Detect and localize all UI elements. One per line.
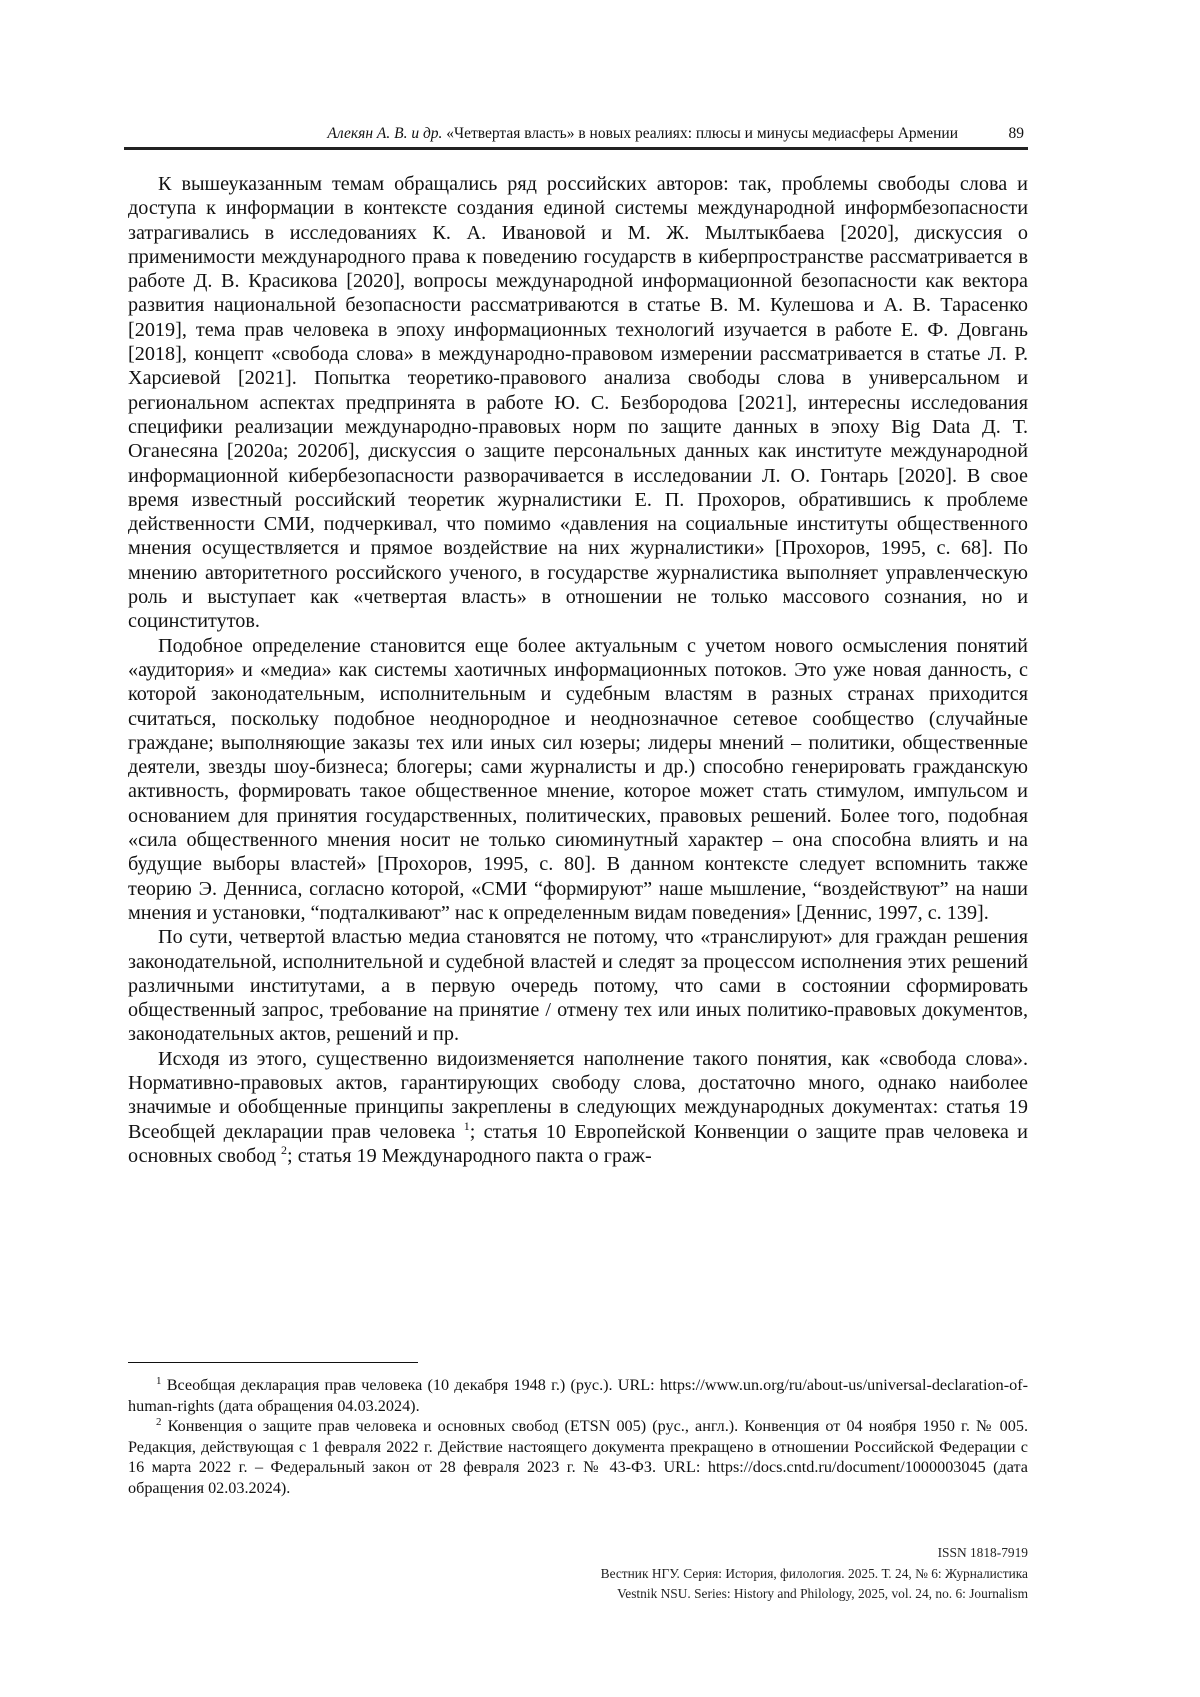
footnote-text: Конвенция о защите прав человека и основных свобод (ETSN 005) (рус., англ.). Конвенция от 04 ноября 1950 г. № 005. Редакция, действующая с 1 февраля 2022 г. Действие настоящего документа прекращено в отно­шении Российской Федерации с 16 марта 2022 г. – Федеральный закон от 28 февраля 2023 г. № 43-ФЗ. URL: https://docs.cntd.ru/document/1000003045 (дата обращения 02.03.2024).: [128, 1417, 1028, 1497]
paragraph-text: Исходя из этого, существенно видоизменяется наполнение такого понятия, как «свобода слова». Нормативно-правовых актов, гарантирующих свободу слова, достаточно много, од­нако наиболее значимые и обобщенные принципы закреплены в следующих международных документах: статья 19 Всеобщей декларации прав человека: [128, 1048, 1028, 1143]
issn: ISSN 1818-7919: [328, 1543, 1028, 1564]
footnote-1: [128, 1375, 1028, 1416]
footnotes: [128, 1375, 1028, 1499]
header-rule: [124, 147, 1028, 150]
body-paragraph: По сути, четвертой властью медиа становятся не потому, что «транслируют» для граждан решения законодательной, исполнительной и судебной властей и следят за процессом испол­нения этих решений различными институтами, а в первую очередь потому, что сами в со­стоянии сформировать общественный запрос, требование на принятие / отмену тех или иных политико-правовых документов, законодательных актов, решений и пр.: [128, 925, 1028, 1046]
journal-citation-ru: Вестник НГУ. Серия: История, филология. 2025. Т. 24, № 6: Журналистика: [328, 1564, 1028, 1585]
running-head-title: [218, 122, 958, 146]
body-paragraph: К вышеуказанным темам обращались ряд российских авторов: так, проблемы свободы слова и доступа к информации в контексте создания единой системы международной ин­формбезопасности затрагивались в исследованиях К. А. Ивановой и М. Ж. Мылтыкбаева [2020], дискуссия о применимости международного права к поведению государств в кибер­пространстве рассматривается в работе Д. В. Красикова [2020], вопросы международной информационной безопасности как вектора развития национальной безопасности рассматри­ваются в статье В. М. Кулешова и А. В. Тарасенко [2019], тема прав человека в эпоху ин­формационных технологий изучается в работе Е. Ф. Довгань [2018], концепт «свобода слова» в международно-правовом измерении рассматривается в статье Л. Р. Харсиевой [2021]. По­пытка теоретико-правового анализа свободы слова в универсальном и региональном аспек­тах предпринята в работе Ю. С. Безбородова [2021], интересны исследования специфики реализации международно-правовых норм по защите данных в эпоху Big Data Д. Т. Оганеся­на [2020а; 2020б], дискуссия о защите персональных данных как институте международной информационной кибербезопасности разворачивается в исследовании Л. О. Гонтарь [2020]. В свое время известный российский теоретик журналистики Е. П. Прохоров, обратившись к проблеме действенности СМИ, подчеркивал, что помимо «давления на социальные инсти­туты общественного мнения осуществляется и прямое воздействие на них журналистики» [Прохоров, 1995, с. 68]. По мнению авторитетного российского ученого, в государстве жур­налистика выполняет управленческую роль и выступает как «четвертая власть» в отношении не только массового сознания, но и социнститутов.: [128, 172, 1028, 634]
journal-citation-en: Vestnik NSU. Series: History and Philology, 2025, vol. 24, no. 6: Journalism: [328, 1584, 1028, 1605]
footnote-separator: [128, 1362, 418, 1363]
body-paragraph: Подобное определение становится еще более актуальным с учетом нового осмысления понятий «аудитория» и «медиа» как системы хаотичных информационных потоков. Это уже новая данность, с которой законодательным, исполнительным и судебным властям в разных странах приходится считаться, поскольку подобное неоднородное и неоднозначное сетевое сообщество (случайные граждане; выполняющие заказы тех или иных сил юзеры; лидеры мнений – политики, общественные деятели, звезды шоу-бизнеса; блогеры; сами журналисты и др.) способно генерировать гражданскую активность, формировать такое общественное мнение, которое может стать стимулом, импульсом и основанием для принятия государст­венных, политических, правовых решений. Более того, подобная «сила общественного мне­ния носит не только сиюминутный характер – она способна влиять и на будущие выборы властей» [Прохоров, 1995, с. 80]. В данном контексте следует вспомнить также теорию Э. Денниса, согласно которой, «СМИ “формируют” наше мышление, “воздействуют” на на­ши мнения и установки, “подталкивают” нас к определенным видам поведения» [Деннис, 1997, с. 139].: [128, 634, 1028, 926]
page-number: 89: [1009, 122, 1025, 146]
running-head-article-title: «Четвертая власть» в новых реалиях: плюсы и минусы медиасферы Армении: [446, 125, 958, 142]
footnote-text: Всеобщая декларация прав человека (10 декабря 1948 г.) (рус.). URL: https://www.un.org/ru/about-us/universal-declaration-of-human-rights (дата обращения 04.03.2024).: [128, 1376, 1028, 1415]
journal-footer: [328, 1543, 1028, 1605]
footnote-marker: 1: [156, 1375, 162, 1387]
footnote-ref-2[interactable]: 2: [281, 1143, 287, 1157]
footnote-ref-1[interactable]: 1: [464, 1119, 470, 1133]
paragraph-text: ; статья 10 Европейской Конвен­ции о защите прав человека и основных свобод: [128, 1121, 1028, 1167]
article-body: [128, 172, 1028, 1168]
body-paragraph: [128, 1047, 1028, 1168]
running-head: [124, 122, 1028, 146]
footnote-2: [128, 1416, 1028, 1498]
paragraph-text: ; статья 19 Международного пакта о граж-: [287, 1145, 652, 1167]
footnote-marker: 2: [156, 1416, 162, 1428]
running-head-authors: Алекян А. В. и др.: [327, 125, 442, 142]
